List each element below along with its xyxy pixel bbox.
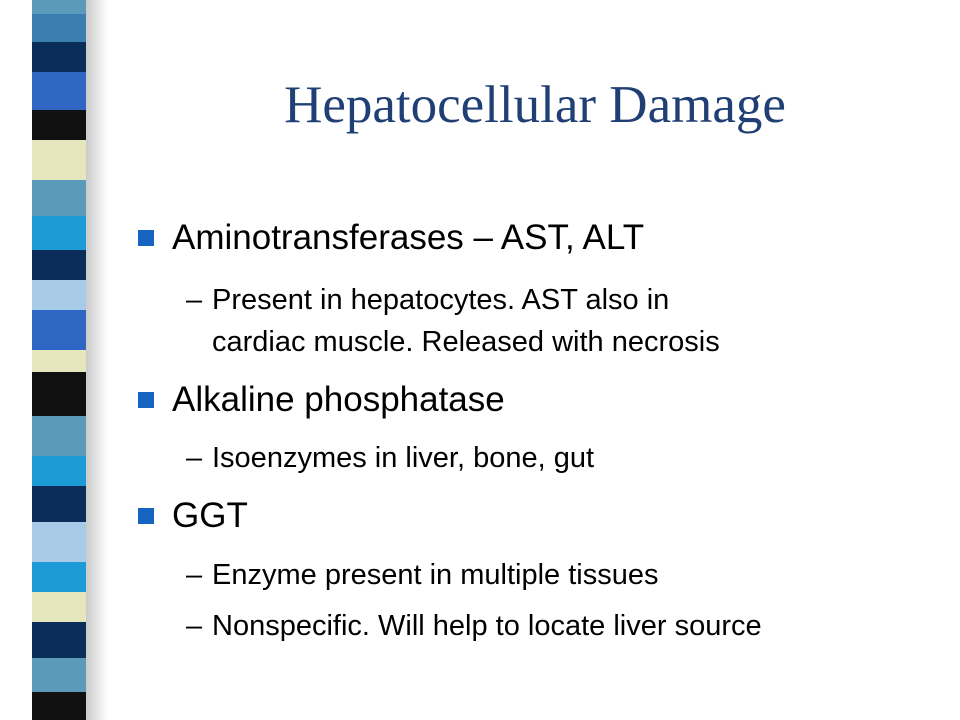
stripe-cell <box>32 658 86 692</box>
stripe-cell <box>32 110 86 140</box>
bullet-item <box>138 380 505 420</box>
bullet-item <box>138 218 644 258</box>
sub-bullet-text: Present in hepatocytes. AST also in <box>212 284 670 316</box>
sub-bullet-item <box>186 438 594 478</box>
stripe-cell <box>32 350 86 372</box>
dash-marker: – <box>186 284 203 316</box>
stripe-cell <box>32 42 86 72</box>
sub-bullet-text: Nonspecific. Will help to locate liver source <box>212 610 762 642</box>
stripe-cell <box>32 180 86 216</box>
square-bullet-icon <box>138 392 154 408</box>
sub-bullet-item <box>186 280 669 320</box>
stripe-cell <box>32 592 86 622</box>
slide-title: Hepatocellular Damage <box>284 76 786 134</box>
stripe-cell <box>32 622 86 658</box>
dash-marker: – <box>186 559 203 591</box>
decorative-stripe-bar <box>0 0 108 720</box>
stripe-cell <box>32 372 86 416</box>
stripe-cell <box>32 140 86 180</box>
stripe-shadow <box>86 0 108 720</box>
stripe-cell <box>32 456 86 486</box>
stripe-cell <box>32 280 86 310</box>
stripe-cell <box>32 692 86 720</box>
stripe-cell <box>32 486 86 522</box>
sub-bullet-text: Isoenzymes in liver, bone, gut <box>212 442 595 474</box>
square-bullet-icon <box>138 508 154 524</box>
sub-bullet-text-continued: cardiac muscle. Released with necrosis <box>212 326 720 358</box>
stripe-cell <box>32 250 86 280</box>
stripe-cell <box>32 522 86 562</box>
bullet-text: GGT <box>172 496 248 535</box>
stripe-cell <box>32 310 86 350</box>
sub-bullet-item <box>186 606 762 646</box>
dash-marker: – <box>186 610 203 642</box>
bullet-text: Alkaline phosphatase <box>172 380 505 419</box>
sub-bullet-item <box>186 555 658 595</box>
stripe-cell <box>32 0 86 14</box>
bullet-text: Aminotransferases – AST, ALT <box>172 218 645 257</box>
stripe-cell <box>32 562 86 592</box>
dash-marker: – <box>186 442 203 474</box>
bullet-item <box>138 496 248 536</box>
stripe-cell <box>32 416 86 456</box>
stripe-cell <box>32 216 86 250</box>
sub-bullet-text: Enzyme present in multiple tissues <box>212 559 659 591</box>
stripe-cell <box>32 14 86 42</box>
stripe-cell <box>32 72 86 110</box>
square-bullet-icon <box>138 230 154 246</box>
